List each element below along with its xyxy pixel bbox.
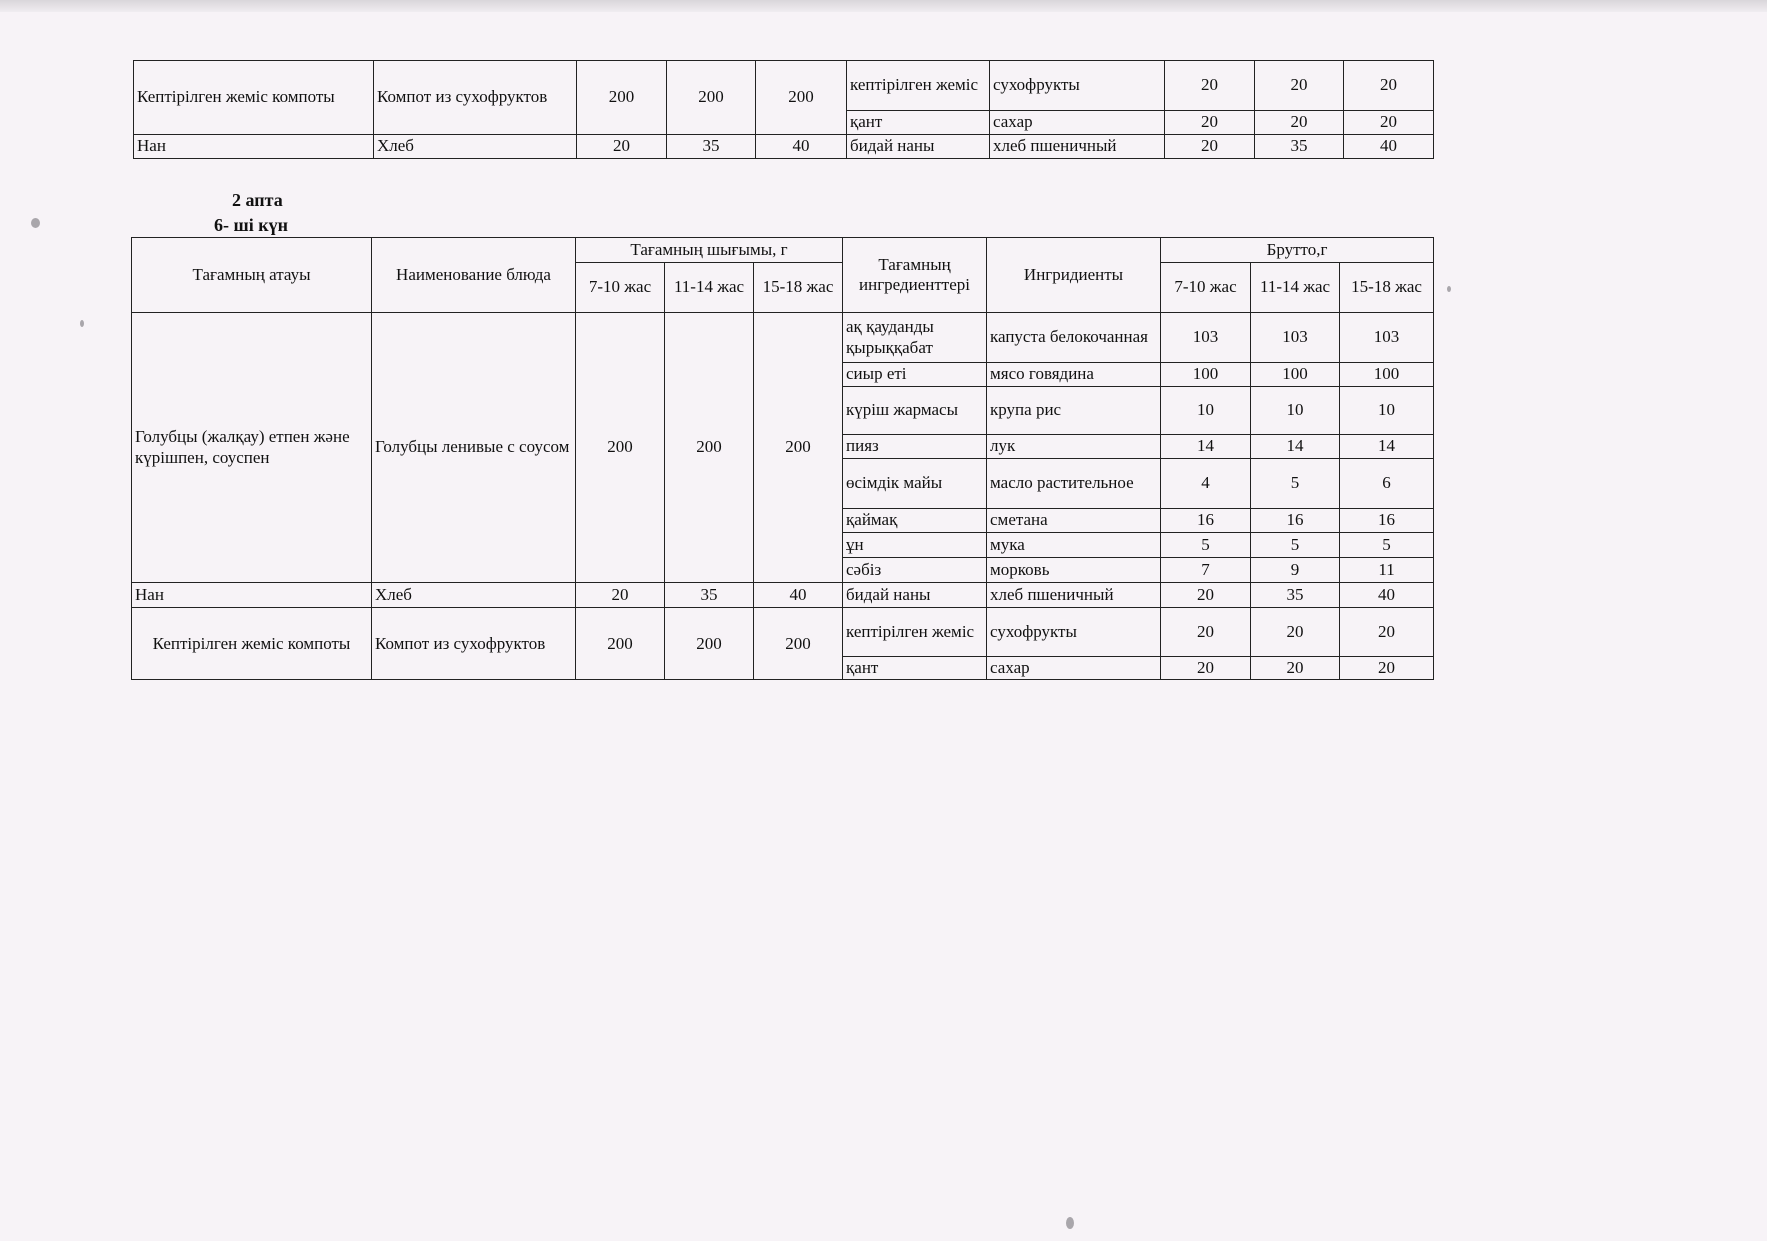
brutto-7-10: 20: [1161, 608, 1251, 657]
yield-15-18: 200: [754, 313, 843, 583]
week-heading: 2 апта: [232, 190, 283, 210]
brutto-11-14: 14: [1251, 435, 1340, 459]
ingredient-ru: сахар: [987, 657, 1161, 680]
brutto-15-18: 20: [1340, 608, 1434, 657]
brutto-11-14: 103: [1251, 313, 1340, 363]
dish-name-ru: Хлеб: [374, 135, 577, 159]
ingredient-kz: кептірілген жеміс: [847, 61, 990, 111]
brutto-15-18: 40: [1344, 135, 1434, 159]
yield-11-14: 200: [667, 61, 756, 135]
ingredient-ru: морковь: [987, 558, 1161, 583]
brutto-15-18: 5: [1340, 533, 1434, 558]
menu-table-continued: [133, 60, 1434, 159]
ingredient-kz: қант: [847, 111, 990, 135]
header-row: [132, 238, 1434, 263]
brutto-15-18: 10: [1340, 387, 1434, 435]
ingredient-kz: күріш жармасы: [843, 387, 987, 435]
header-dish-name-kz: Тағамның атауы: [132, 238, 372, 313]
ingredient-ru: хлеб пшеничный: [990, 135, 1165, 159]
brutto-11-14: 20: [1255, 61, 1344, 111]
brutto-11-14: 9: [1251, 558, 1340, 583]
ingredient-ru: масло растительное: [987, 459, 1161, 509]
scan-top-edge: [0, 0, 1767, 12]
scan-speck: [80, 320, 84, 327]
ingredient-kz: сиыр еті: [843, 363, 987, 387]
table-row: [132, 608, 1434, 657]
brutto-15-18: 16: [1340, 509, 1434, 533]
ingredient-ru: капуста белокочанная: [987, 313, 1161, 363]
header-age-11-14: 11-14 жас: [1251, 263, 1340, 313]
brutto-15-18: 20: [1344, 61, 1434, 111]
brutto-15-18: 103: [1340, 313, 1434, 363]
table-row: [134, 135, 1434, 159]
brutto-11-14: 10: [1251, 387, 1340, 435]
dish-name-kz: Голубцы (жалқау) етпен және күрішпен, соуспен: [132, 313, 372, 583]
yield-11-14: 200: [665, 313, 754, 583]
dish-name-ru: Голубцы ленивые с соусом: [372, 313, 576, 583]
header-dish-name-ru: Наименование блюда: [372, 238, 576, 313]
yield-7-10: 200: [577, 61, 667, 135]
brutto-15-18: 100: [1340, 363, 1434, 387]
brutto-15-18: 11: [1340, 558, 1434, 583]
brutto-7-10: 20: [1165, 135, 1255, 159]
yield-11-14: 35: [667, 135, 756, 159]
yield-7-10: 200: [576, 608, 665, 680]
yield-7-10: 200: [576, 313, 665, 583]
header-yield: Тағамның шығымы, г: [576, 238, 843, 263]
header-brutto: Брутто,г: [1161, 238, 1434, 263]
brutto-7-10: 20: [1165, 61, 1255, 111]
ingredient-kz: ұн: [843, 533, 987, 558]
dish-name-ru: Компот из сухофруктов: [372, 608, 576, 680]
dish-name-kz: Кептірілген жеміс компоты: [134, 61, 374, 135]
brutto-11-14: 35: [1251, 583, 1340, 608]
brutto-7-10: 20: [1165, 111, 1255, 135]
brutto-7-10: 14: [1161, 435, 1251, 459]
ingredient-kz: кептірілген жеміс: [843, 608, 987, 657]
brutto-7-10: 10: [1161, 387, 1251, 435]
brutto-11-14: 20: [1255, 111, 1344, 135]
header-age-15-18: 15-18 жас: [1340, 263, 1434, 313]
ingredient-ru: сухофрукты: [987, 608, 1161, 657]
ingredient-ru: крупа рис: [987, 387, 1161, 435]
brutto-7-10: 100: [1161, 363, 1251, 387]
table-row: [132, 583, 1434, 608]
ingredient-ru: сметана: [987, 509, 1161, 533]
yield-15-18: 40: [756, 135, 847, 159]
header-age-7-10: 7-10 жас: [1161, 263, 1251, 313]
ingredient-kz: бидай наны: [847, 135, 990, 159]
ingredient-ru: хлеб пшеничный: [987, 583, 1161, 608]
brutto-7-10: 103: [1161, 313, 1251, 363]
brutto-11-14: 16: [1251, 509, 1340, 533]
brutto-11-14: 5: [1251, 533, 1340, 558]
brutto-7-10: 16: [1161, 509, 1251, 533]
brutto-15-18: 40: [1340, 583, 1434, 608]
ingredient-ru: мясо говядина: [987, 363, 1161, 387]
brutto-7-10: 4: [1161, 459, 1251, 509]
ingredient-ru: лук: [987, 435, 1161, 459]
brutto-15-18: 20: [1344, 111, 1434, 135]
ingredient-ru: мука: [987, 533, 1161, 558]
brutto-15-18: 20: [1340, 657, 1434, 680]
brutto-11-14: 5: [1251, 459, 1340, 509]
yield-7-10: 20: [576, 583, 665, 608]
ingredient-kz: қант: [843, 657, 987, 680]
header-ingredients-ru: Ингридиенты: [987, 238, 1161, 313]
ingredient-ru: сухофрукты: [990, 61, 1165, 111]
brutto-15-18: 6: [1340, 459, 1434, 509]
ingredient-kz: сәбіз: [843, 558, 987, 583]
yield-15-18: 200: [756, 61, 847, 135]
ingredient-kz: өсімдік майы: [843, 459, 987, 509]
ingredient-kz: бидай наны: [843, 583, 987, 608]
ingredient-ru: сахар: [990, 111, 1165, 135]
brutto-7-10: 20: [1161, 583, 1251, 608]
yield-7-10: 20: [577, 135, 667, 159]
brutto-7-10: 20: [1161, 657, 1251, 680]
header-age-7-10: 7-10 жас: [576, 263, 665, 313]
brutto-11-14: 35: [1255, 135, 1344, 159]
brutto-7-10: 7: [1161, 558, 1251, 583]
brutto-7-10: 5: [1161, 533, 1251, 558]
dish-name-ru: Компот из сухофруктов: [374, 61, 577, 135]
scan-speck: [1066, 1217, 1074, 1229]
yield-15-18: 40: [754, 583, 843, 608]
table-row: [132, 313, 1434, 363]
yield-11-14: 200: [665, 608, 754, 680]
dish-name-kz: Нан: [132, 583, 372, 608]
dish-name-kz: Кептірілген жеміс компоты: [132, 608, 372, 680]
yield-11-14: 35: [665, 583, 754, 608]
scan-speck: [31, 218, 40, 228]
ingredient-kz: ақ қауданды қырыққабат: [843, 313, 987, 363]
brutto-11-14: 100: [1251, 363, 1340, 387]
ingredient-kz: пияз: [843, 435, 987, 459]
brutto-11-14: 20: [1251, 657, 1340, 680]
scan-speck: [1447, 286, 1451, 292]
brutto-11-14: 20: [1251, 608, 1340, 657]
header-age-11-14: 11-14 жас: [665, 263, 754, 313]
menu-table-day-6: [131, 237, 1434, 680]
ingredient-kz: қаймақ: [843, 509, 987, 533]
day-heading: 6- ші күн: [214, 215, 288, 235]
header-age-15-18: 15-18 жас: [754, 263, 843, 313]
header-ingredients-kz: Тағамның ингредиенттері: [843, 238, 987, 313]
brutto-15-18: 14: [1340, 435, 1434, 459]
dish-name-ru: Хлеб: [372, 583, 576, 608]
dish-name-kz: Нан: [134, 135, 374, 159]
yield-15-18: 200: [754, 608, 843, 680]
table-row: [134, 61, 1434, 111]
